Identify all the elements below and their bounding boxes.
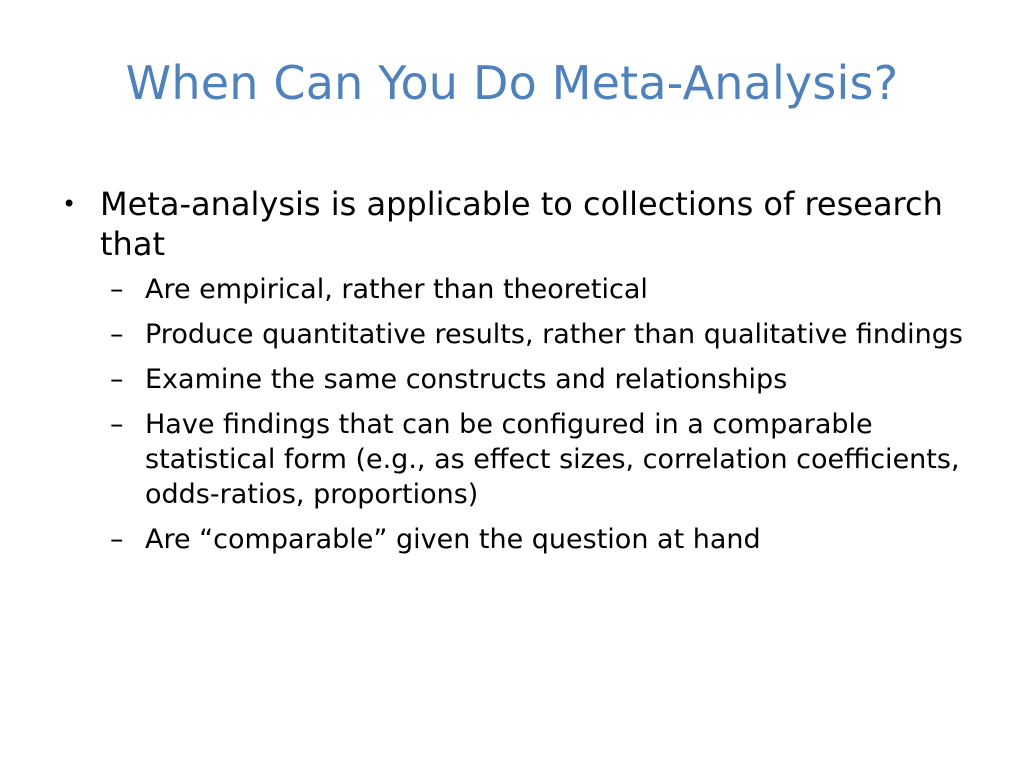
bullet-marker: • <box>62 190 77 218</box>
sub-bullet-text: Examine the same constructs and relationships <box>145 364 788 395</box>
sub-bullet-text: Are “comparable” given the question at hand <box>145 524 761 555</box>
slide-title: When Can You Do Meta-Analysis? <box>125 56 899 110</box>
sub-bullet-list <box>110 272 982 557</box>
dash-marker: – <box>110 409 124 440</box>
sub-bullet-text: Produce quantitative results, rather than qualitative findings <box>145 319 963 350</box>
sub-bullet-text: Have findings that can be configured in a comparable statistical form (e.g., as effect sizes, correlation coefficients, odds-ratios, proportions) <box>145 409 960 510</box>
sub-bullet-2 <box>110 317 982 352</box>
sub-bullet-5 <box>110 522 982 557</box>
main-bullet <box>62 184 982 264</box>
dash-marker: – <box>110 364 124 395</box>
dash-marker: – <box>110 524 124 555</box>
sub-bullet-3 <box>110 362 982 397</box>
slide-content <box>62 184 982 567</box>
sub-bullet-text: Are empirical, rather than theoretical <box>145 274 648 305</box>
main-bullet-text: Meta-analysis is applicable to collections of research that <box>100 185 943 263</box>
dash-marker: – <box>110 319 124 350</box>
dash-marker: – <box>110 274 124 305</box>
sub-bullet-1 <box>110 272 982 307</box>
sub-bullet-4 <box>110 407 982 512</box>
